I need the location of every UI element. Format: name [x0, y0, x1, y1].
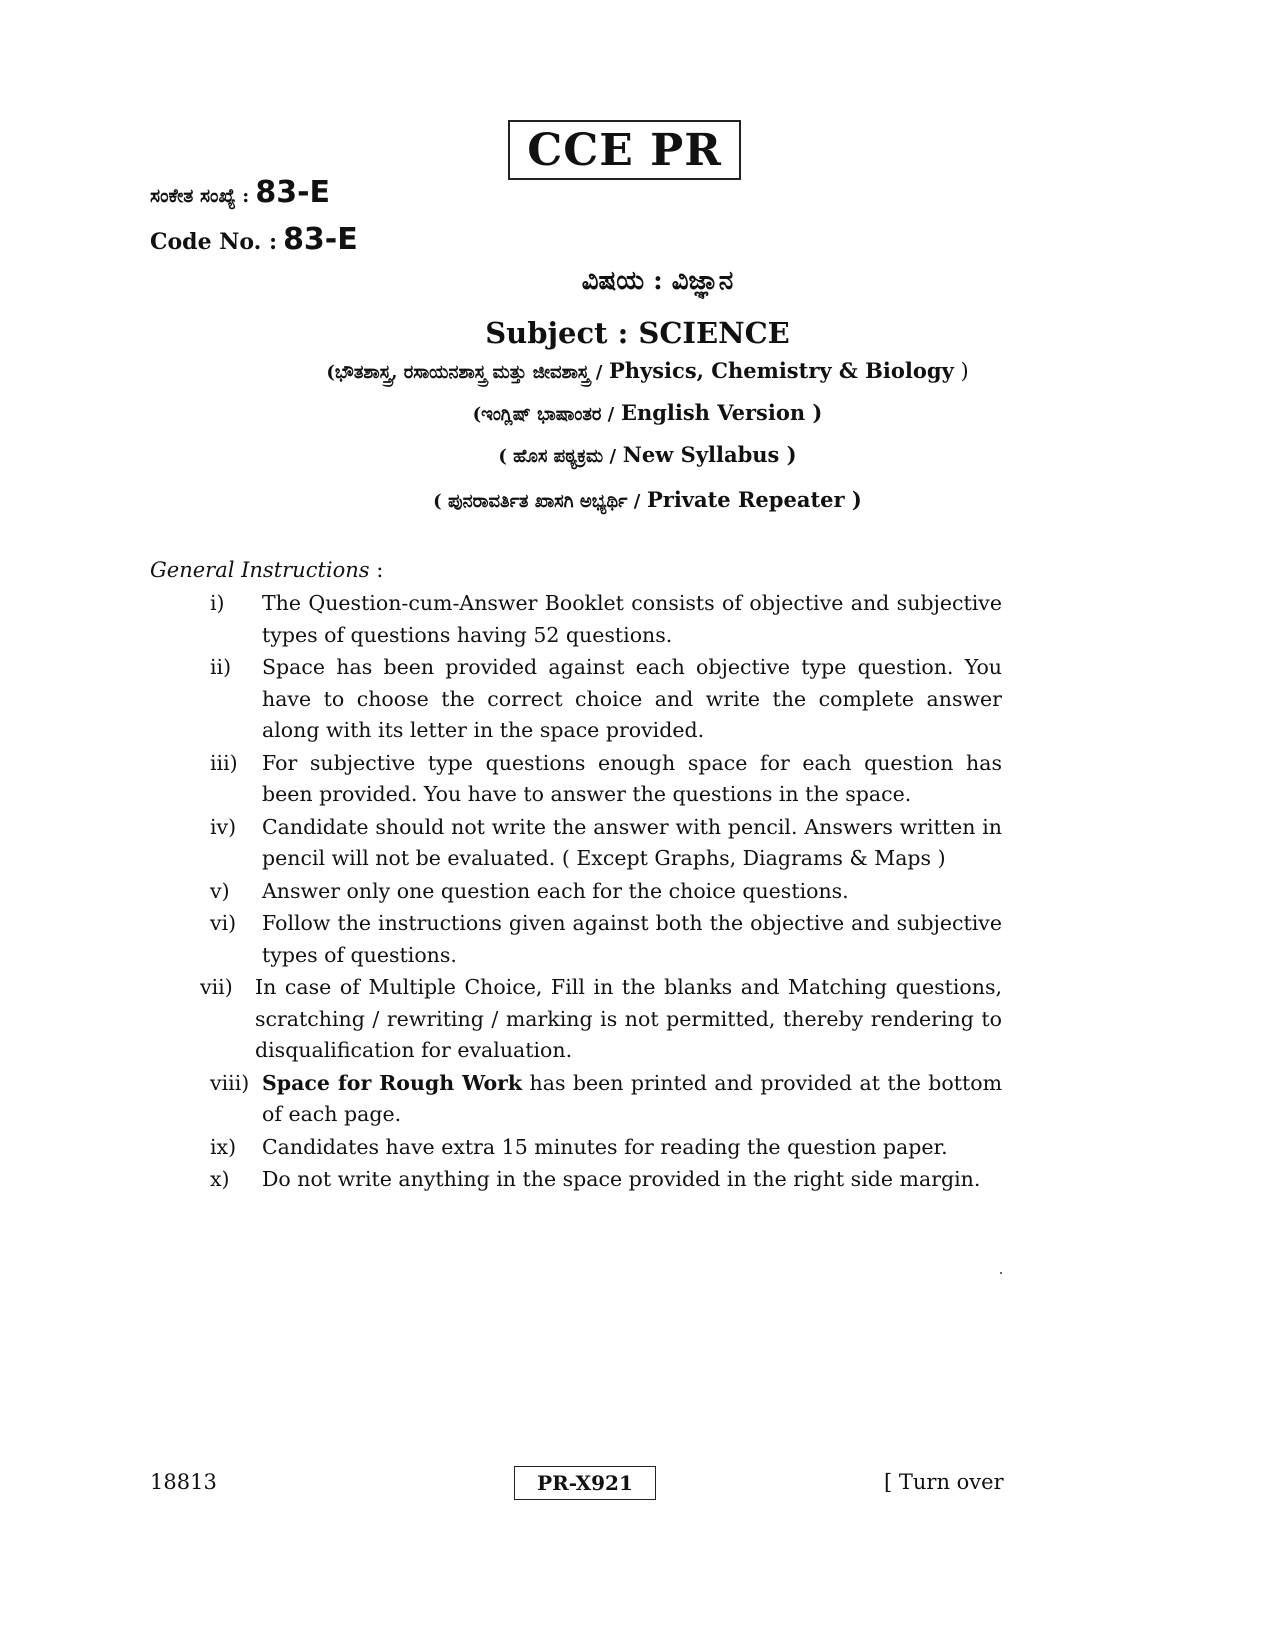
stray-mark — [1000, 1272, 1002, 1274]
instruction-item — [200, 812, 1002, 875]
instruction-item — [200, 876, 1002, 908]
code-number-english — [150, 222, 358, 257]
instruction-item — [200, 1164, 1002, 1196]
instructions-heading-colon: : — [376, 558, 384, 582]
code-kn-label: ಸಂಕೇತ ಸಂಖ್ಯೆ : — [150, 185, 250, 207]
syllabus-english: New Syllabus ) — [622, 442, 797, 467]
instruction-text: Do not write anything in the space provided in the right side margin. — [262, 1167, 981, 1191]
code-en-label: Code No. : — [150, 229, 278, 255]
instruction-text: Follow the instructions given against both the objective and subjective types of questions. — [262, 911, 1002, 967]
footer-paper-code: PR-X921 — [537, 1471, 633, 1495]
instruction-number: viii) — [210, 1070, 250, 1095]
footer-paper-box — [514, 1466, 656, 1500]
instruction-item — [200, 1068, 1002, 1131]
instruction-item — [200, 588, 1002, 651]
instructions-heading-text: General Instructions — [150, 558, 370, 582]
instruction-text: Answer only one question each for the choice questions. — [262, 878, 849, 903]
turn-over-label: [ Turn over — [884, 1470, 1004, 1494]
general-instructions-heading — [150, 558, 383, 582]
subject-english: Subject : SCIENCE — [485, 316, 790, 350]
instruction-item — [200, 972, 1002, 1067]
instruction-number: iii) — [210, 750, 238, 775]
instruction-number: vii) — [200, 975, 233, 999]
instruction-number: v) — [210, 878, 230, 903]
repeater-line — [10, 487, 1275, 512]
instructions-list — [200, 588, 1002, 1197]
instruction-text: Candidate should not write the answer with pencil. Answers written in pencil will not be evaluated. ( Except Graphs, Diagrams & Maps ) — [262, 814, 1002, 870]
code-number-kannada — [150, 175, 330, 210]
version-line — [10, 400, 1275, 425]
repeater-kannada: ( ಪುನರಾವರ್ತಿತ ಖಾಸಗಿ ಅಭ್ಯರ್ಥಿ / — [433, 491, 641, 512]
instruction-number: x) — [210, 1167, 230, 1191]
instruction-text: Space has been provided against each objective type question. You have to choose the correct choice and write the complete answer along with its letter in the space provided. — [262, 655, 1002, 742]
instruction-text: has been printed and provided at the bottom of each page. — [262, 1070, 1003, 1126]
footer-code: 18813 — [150, 1470, 217, 1494]
instruction-number: ix) — [210, 1134, 237, 1159]
version-kannada: (ಇಂಗ್ಲಿಷ್ ಭಾಷಾಂತರ / — [472, 404, 615, 425]
instruction-text: Candidates have extra 15 minutes for reading the question paper. — [262, 1134, 948, 1159]
branches-kannada: (ಭೌತಶಾಸ್ತ್ರ, ರಸಾಯನಶಾಸ್ತ್ರ ಮತ್ತು ಜೀವಶಾಸ್ತ್ರ / — [326, 362, 603, 383]
instruction-bold-text: Space for Rough Work — [262, 1070, 523, 1095]
syllabus-kannada: ( ಹೊಸ ಪಠ್ಯಕ್ರಮ / — [498, 446, 617, 467]
instruction-number: i) — [210, 591, 225, 615]
instruction-item — [200, 748, 1002, 811]
instruction-text: For subjective type questions enough space for each question has been provided. You have to answer the questions in the space. — [262, 750, 1002, 806]
code-en-value: 83-E — [283, 222, 358, 257]
instruction-text: In case of Multiple Choice, Fill in the blanks and Matching questions, scratching / rewriting / marking is not permitted, thereby rendering to disqualification for evaluation. — [255, 975, 1002, 1062]
branches-close: ) — [960, 359, 969, 383]
branches-english: Physics, Chemistry & Biology — [608, 358, 954, 383]
version-english: English Version ) — [620, 400, 823, 425]
subject-branches — [10, 358, 1275, 383]
instruction-number: iv) — [210, 814, 237, 839]
instruction-text: The Question-cum-Answer Booklet consists of objective and subjective types of questions having 52 questions. — [262, 591, 1002, 647]
instruction-item — [200, 652, 1002, 747]
instruction-number: vi) — [210, 911, 237, 935]
syllabus-line — [10, 442, 1275, 467]
series-label: CCE PR — [527, 124, 722, 176]
instruction-item — [200, 1132, 1002, 1164]
instruction-number: ii) — [210, 655, 232, 679]
subject-kannada: ವಿಷಯ : ವಿಜ್ಞಾನ — [581, 266, 734, 296]
instruction-item — [200, 908, 1002, 971]
code-kn-value: 83-E — [255, 175, 331, 210]
repeater-english: Private Repeater ) — [646, 487, 862, 512]
series-box — [508, 120, 741, 180]
